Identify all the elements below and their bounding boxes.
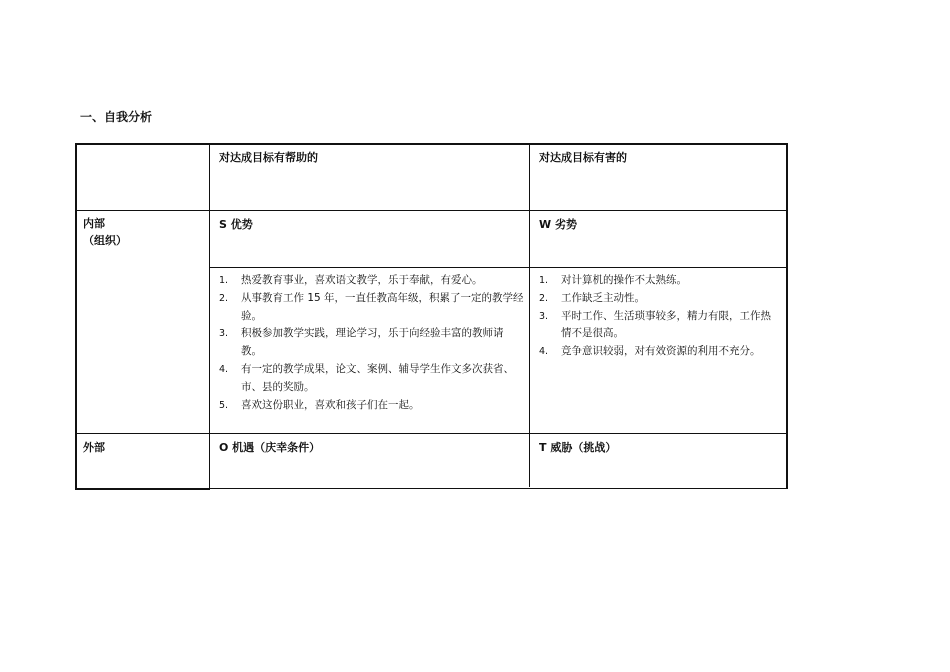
list-item-text: 热爱教育事业，喜欢语文教学，乐于奉献，有爱心。 xyxy=(241,274,483,286)
row-divider-3 xyxy=(75,433,788,434)
list-item-text: 竞争意识较弱，对有效资源的利用不充分。 xyxy=(561,345,761,358)
list-item-number: 2. xyxy=(539,292,549,304)
external-label: 外部 xyxy=(83,441,105,454)
list-item-number: 4. xyxy=(219,363,229,375)
list-item-number: 4. xyxy=(539,346,549,358)
table-border-bottom-left xyxy=(75,488,210,490)
table-border-bottom-right xyxy=(209,488,788,489)
list-item xyxy=(219,325,524,361)
table-border-left xyxy=(75,143,77,490)
list-item-number: 2. xyxy=(219,292,229,304)
strengths-title: S 优势 xyxy=(219,218,253,231)
internal-label-line-2: （组织） xyxy=(83,234,127,247)
list-item-number: 1. xyxy=(219,275,229,286)
list-item-text: 平时工作、生活琐事较多，精力有限，工作热情不是很高。 xyxy=(561,309,771,340)
list-item-number: 5. xyxy=(219,399,229,411)
row-divider-1 xyxy=(75,210,788,211)
strengths-list-cell xyxy=(219,272,524,414)
list-item-text: 有一定的教学成果，论文、案例、辅导学生作文多次获省、市、县的奖励。 xyxy=(241,362,514,393)
threats-title: T 威胁（挑战） xyxy=(539,441,617,454)
weaknesses-title: W 劣势 xyxy=(539,218,577,231)
opportunities-title: O 机遇（庆幸条件） xyxy=(219,441,321,454)
list-item xyxy=(219,290,524,326)
table-border-right xyxy=(786,143,788,489)
table-border-top xyxy=(75,143,788,145)
swot-table xyxy=(75,143,788,490)
list-item-text: 积极参加教学实践，理论学习，乐于向经验丰富的教师请教。 xyxy=(241,327,504,358)
list-item xyxy=(539,290,781,308)
list-item xyxy=(539,308,781,344)
list-item xyxy=(539,272,781,290)
header-helpful: 对达成目标有帮助的 xyxy=(219,151,318,164)
strengths-list xyxy=(219,272,524,414)
weaknesses-list-cell xyxy=(539,272,781,361)
internal-label xyxy=(83,215,127,249)
internal-label-line-1: 内部 xyxy=(83,217,105,230)
list-item xyxy=(219,397,524,415)
list-item-number: 1. xyxy=(539,275,549,286)
col-divider-2 xyxy=(529,143,530,487)
list-item-number: 3. xyxy=(219,328,229,340)
weaknesses-list xyxy=(539,272,781,361)
list-item-number: 3. xyxy=(539,310,549,322)
list-item xyxy=(219,272,524,290)
list-item xyxy=(539,343,781,361)
row-divider-2 xyxy=(209,267,788,268)
header-harmful: 对达成目标有害的 xyxy=(539,151,627,164)
col-divider-1 xyxy=(209,143,210,490)
list-item-text: 喜欢这份职业，喜欢和孩子们在一起。 xyxy=(241,398,420,411)
list-item-text: 从事教育工作 15 年，一直任教高年级，积累了一定的教学经验。 xyxy=(241,291,524,322)
list-item-text: 工作缺乏主动性。 xyxy=(561,291,645,304)
list-item xyxy=(219,361,524,397)
list-item-text: 对计算机的操作不太熟练。 xyxy=(561,274,687,286)
section-heading: 一、自我分析 xyxy=(80,110,153,124)
